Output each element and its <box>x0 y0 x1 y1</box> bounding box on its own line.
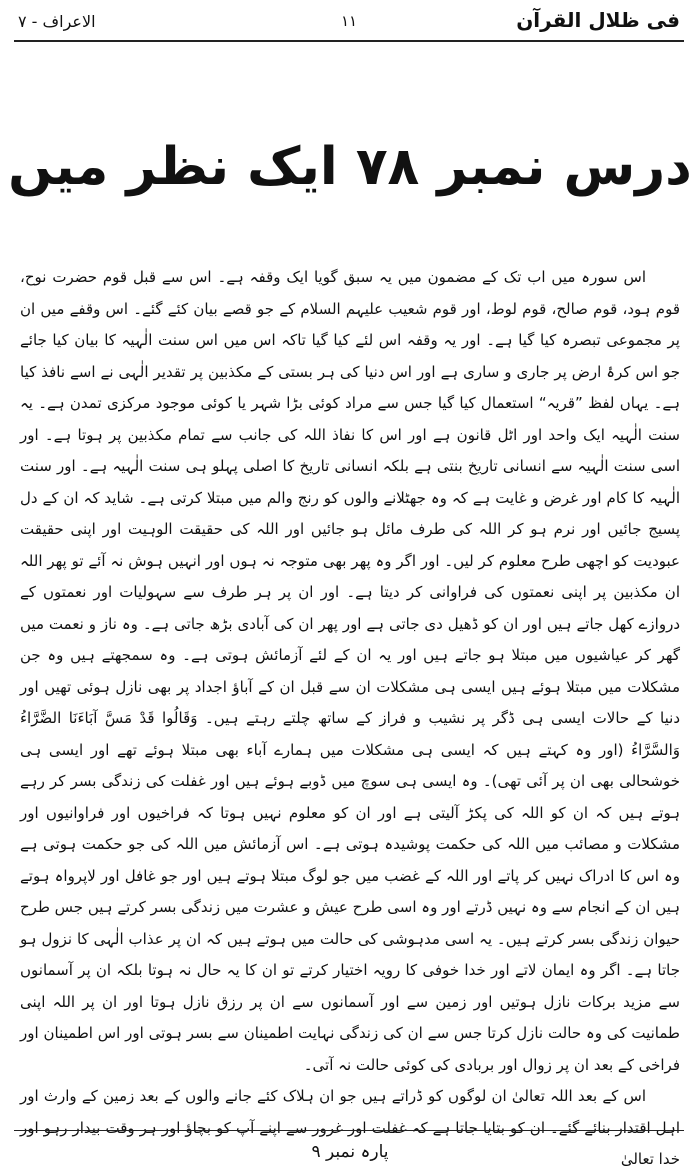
body-text <box>20 262 680 1176</box>
surah-label: الاعراف - ۷ <box>18 12 96 31</box>
footer-divider <box>14 1130 684 1131</box>
page-header <box>18 6 680 38</box>
book-title: فی ظلال القرآن <box>516 8 680 32</box>
paragraph: اس سورہ میں اب تک کے مضمون میں یہ سبق گویا ایک وقفہ ہے۔ اس سے قبل قوم حضرت نوح، قوم ہود، قوم صالح، قوم لوط، اور قوم شعیب علیہم السلام کے جو قصے بیان کئے گئے۔ اس وقفے میں ان پر مجموعی تبصرہ کیا گیا ہے۔ اور یہ وقفہ اس لئے کیا گیا تاکہ اس میں اس سنت الٰہیہ کا بیان کیا جائے جو اس کرۂ ارض پر جاری و ساری ہے اور اس دنیا کی ہر بستی کے مکذبین پر تقدیر الٰہی نے اسے نافذ کیا ہے۔ یہاں لفظ ”قریہ“ استعمال کیا گیا جس سے مراد کوئی بڑا شہر یا کوئی موجود مرکزی تمدن ہے۔ یہ سنت الٰہیہ ایک واحد اور اٹل قانون ہے اور اس کا نفاذ اللہ کی جانب سے تمام مکذبین پر ہوتا ہے۔ اور اسی سنت الٰہیہ سے انسانی تاریخ بنتی ہے بلکہ انسانی تاریخ کا اصلی پہلو ہی سنت الٰہیہ ہے۔ اور سنت الٰہیہ کا کام اور غرض و غایت ہے کہ وہ جھٹلانے والوں کو رنج والم میں مبتلا کرتی ہے۔ شاید کہ ان کے دل پسیج جائیں اور نرم ہو کر اللہ کی طرف مائل ہو جائیں اور اللہ کی حقیقت الوہیت اور اپنی حقیقت عبودیت کو اچھی طرح معلوم کر لیں۔ اور اگر وہ پھر بھی متوجہ نہ ہوں اور انہیں ہوش نہ آئے تو پھر اللہ ان مکذبین پر اپنی نعمتوں کی فراوانی کر دیتا ہے۔ اور ان پر ہر طرف سے سہولیات اور نعمتوں کے دروازے کھل جاتے ہیں اور ان کو ڈھیل دی جاتی ہے اور پھر ان کی آبادی بڑھ جاتی ہے۔ وہ ناز و نعمت میں گھر کر عیاشیوں میں مبتلا ہو جاتے ہیں اور یہ ان کے لئے آزمائش ہوتی ہے۔ وہ سمجھتے ہیں وہ جن مشکلات میں مبتلا ہوئے ہیں ایسی ہی مشکلات ان سے قبل ان کے آباؤ اجداد پر بھی نازل ہوئی تھیں اور دنیا کے حالات ایسی ہی ڈگر پر نشیب و فراز کے ساتھ چلتے رہتے ہیں۔ وَقَالُوا قَدْ مَسَّ آبَاءَنَا الضَّرَّاءُ وَالسَّرَّاءُ (اور وہ کہتے ہیں کہ ایسی ہی مشکلات میں ہمارے آباء بھی مبتلا ہوئے تھے اور ایسی ہی خوشحالی بھی ان پر آئی تھی)۔ وہ ایسی ہی سوچ میں ڈوبے ہوئے ہیں اور غفلت کی زندگی بسر کر رہے ہوتے ہیں کہ ان کو اللہ کی پکڑ آلیتی ہے اور ان کو معلوم نہیں ہوتا کہ فراخیوں اور فراوانیوں اور مشکلات و مصائب میں اللہ کی حکمت پوشیدہ ہوتی ہے۔ اس آزمائش میں اللہ کی جو حکمت ہوتی ہے وہ اس کا ادراک نہیں کر پاتے اور اللہ کے غضب میں جو لوگ مبتلا ہوتے ہیں اور جو غافل اور لاپرواہ ہوتے ہیں ان کے انجام سے وہ نہیں ڈرتے اور وہ اسی طرح عیش و عشرت میں زندگی بسر کرتے ہیں جس طرح حیوان زندگی بسر کرتے ہیں۔ یہ اسی مدہوشی کی حالت میں ہوتے ہیں کہ ان پر عذاب الٰہی کا نزول ہو جاتا ہے۔ اگر وہ ایمان لاتے اور خدا خوفی کا رویہ اختیار کرتے تو ان کا یہ حال نہ ہوتا بلکہ ان پر آسمانوں سے مزید برکات نازل ہوتیں اور زمین سے اور آسمانوں سے ان پر رزق نازل ہوتا اور ان پر اللہ اپنی طمانیت کی وہ حالت نازل کرتا جس سے ان کی زندگی نہایت اطمینان سے بسر ہوتی اور اس اطمینان اور فراخی کے بعد ان پر زوال اور بربادی کی کوئی حالت نہ آتی۔ <box>20 268 680 1074</box>
header-divider <box>14 40 684 42</box>
para-label: پارہ نمبر ۹ <box>311 1142 389 1162</box>
paragraph: اس کے بعد اللہ تعالیٰ ان لوگوں کو ڈراتے ہیں جو ان ہلاک کئے جانے والوں کے بعد زمین کے وارث اور اہل اقتدار بنائے گئے۔ ان کو بتایا جاتا ہے کہ غفلت اور غرور سے اپنے آپ کو بچاؤ اور ہر وقت بیدار رہو اور خدا تعالیٰ <box>20 1087 680 1168</box>
lesson-heading: درس نمبر ۷۸ ایک نظر میں <box>8 137 692 197</box>
page-number: ۱۱ <box>340 12 358 30</box>
